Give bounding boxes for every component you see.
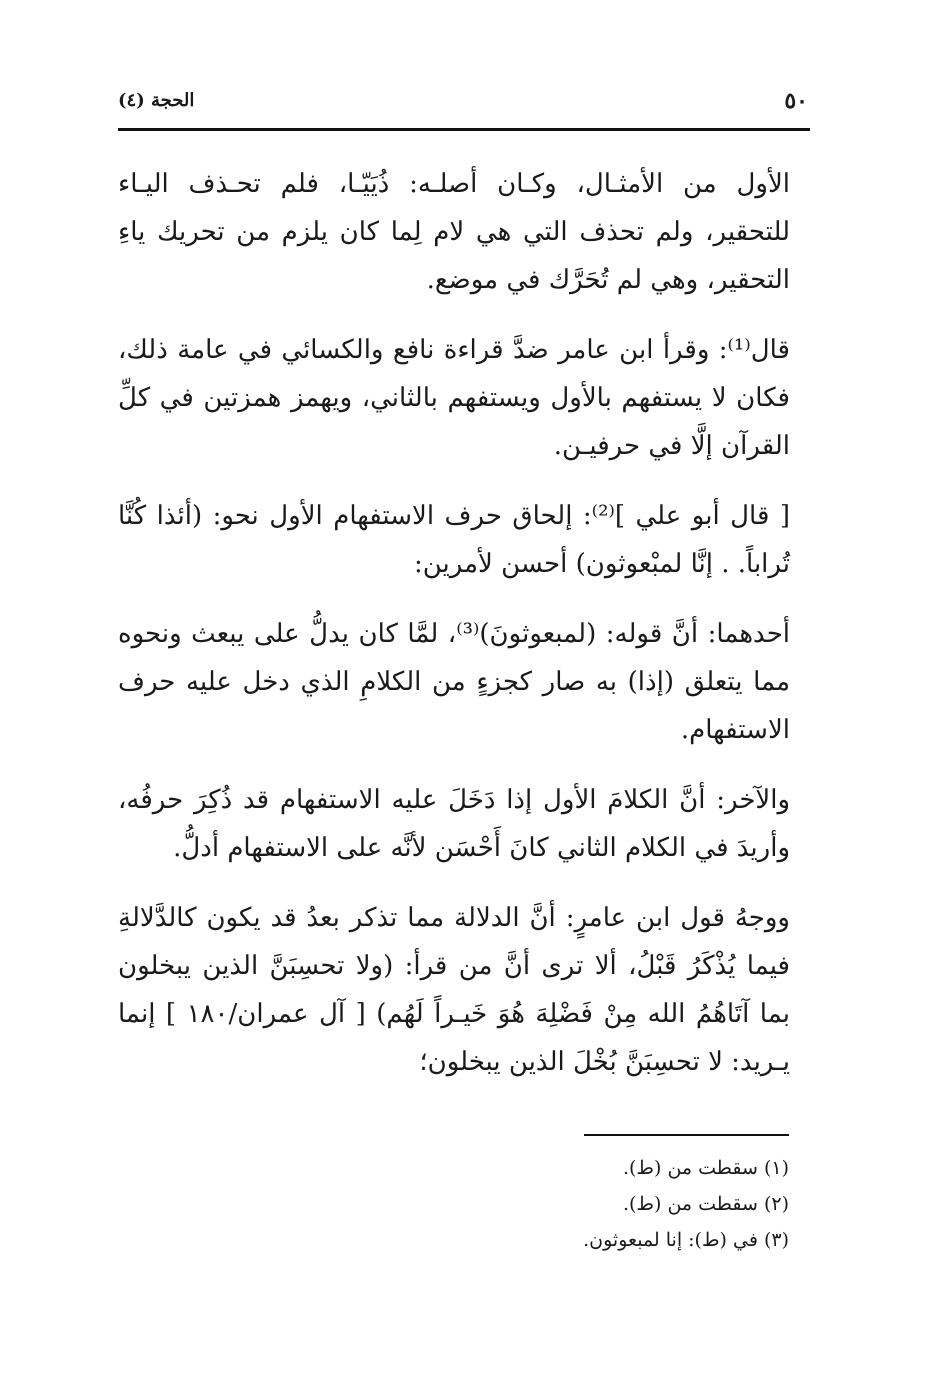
footnote-2: (٢) سقطت من (ط). [622, 1193, 789, 1215]
footnote-3: (٣) في (ط): إنا لمبعوثون. [583, 1229, 789, 1251]
header-rule [118, 128, 810, 131]
paragraph-3: [ قال أبو علي ]⁽²⁾: إلحاق حرف الاستفهام الأول نحو: (أئذا كُنَّا تُراباً. . إنَّا لمبْعوثون) أحسن لأمرين: [118, 501, 791, 579]
paragraph-6: ووجهُ قول ابن عامرٍ: أنَّ الدلالة مما تذكر بعدُ قد يكون كالدَّلالةِ فيما يُذْكَرُ قَبْلُ، ألا ترى أنَّ من قرأ: (ولا تحسِبَنَّ الذين يبخلون بما آتَاهُمُ الله مِنْ فَضْلِهَ هُوَ خَيـراً لَهُم) [ آل عمران/١٨٠ ] إنما يـريد: لا تحسِبَنَّ بُخْلَ الذين يبخلون؛ [118, 903, 790, 1077]
paragraph-4: أحدهما: أنَّ قوله: (لمبعوثونَ)⁽³⁾، لمَّا كان يدلُّ على يبعث ونحوه مما يتعلق (إذا) به صار كجزءٍ من الكلامِ الذي دخل عليه حرف الاستفهام. [118, 619, 791, 745]
footnote-rule [584, 1134, 789, 1136]
paragraph-1: الأول من الأمثـال، وكـان أصلـه: ذُيَيّـا، فلم تحـذف اليـاء للتحقير، ولم تحذف التي هي لام لِما كان يلزم من تحريك ياءِ التحقير، وهي لم تُحَرَّك في موضع. [118, 169, 790, 295]
running-title: الحجة (٤) [118, 90, 195, 111]
body-text [118, 160, 790, 1108]
page-number: ٥٠ [784, 88, 808, 114]
paragraph-5: والآخر: أنَّ الكلامَ الأول إذا دَخَلَ عليه الاستفهام قد ذُكِرَ حرفُه، وأريدَ في الكلام الثاني كانَ أَحْسَن لأنَّه على الاستفهام أدلُّ. [118, 785, 790, 863]
paragraph-2: قال⁽¹⁾: وقرأ ابن عامر ضدَّ قراءة نافع والكسائي في عامة ذلك، فكان لا يستفهم بالأول ويستفهم بالثاني، ويهمز همزتين في كلِّ القرآن إلَّا في حرفيـن. [118, 335, 790, 461]
page-header [118, 86, 808, 126]
footnotes [149, 1150, 789, 1258]
footnote-1: (١) سقطت من (ط). [622, 1157, 789, 1179]
